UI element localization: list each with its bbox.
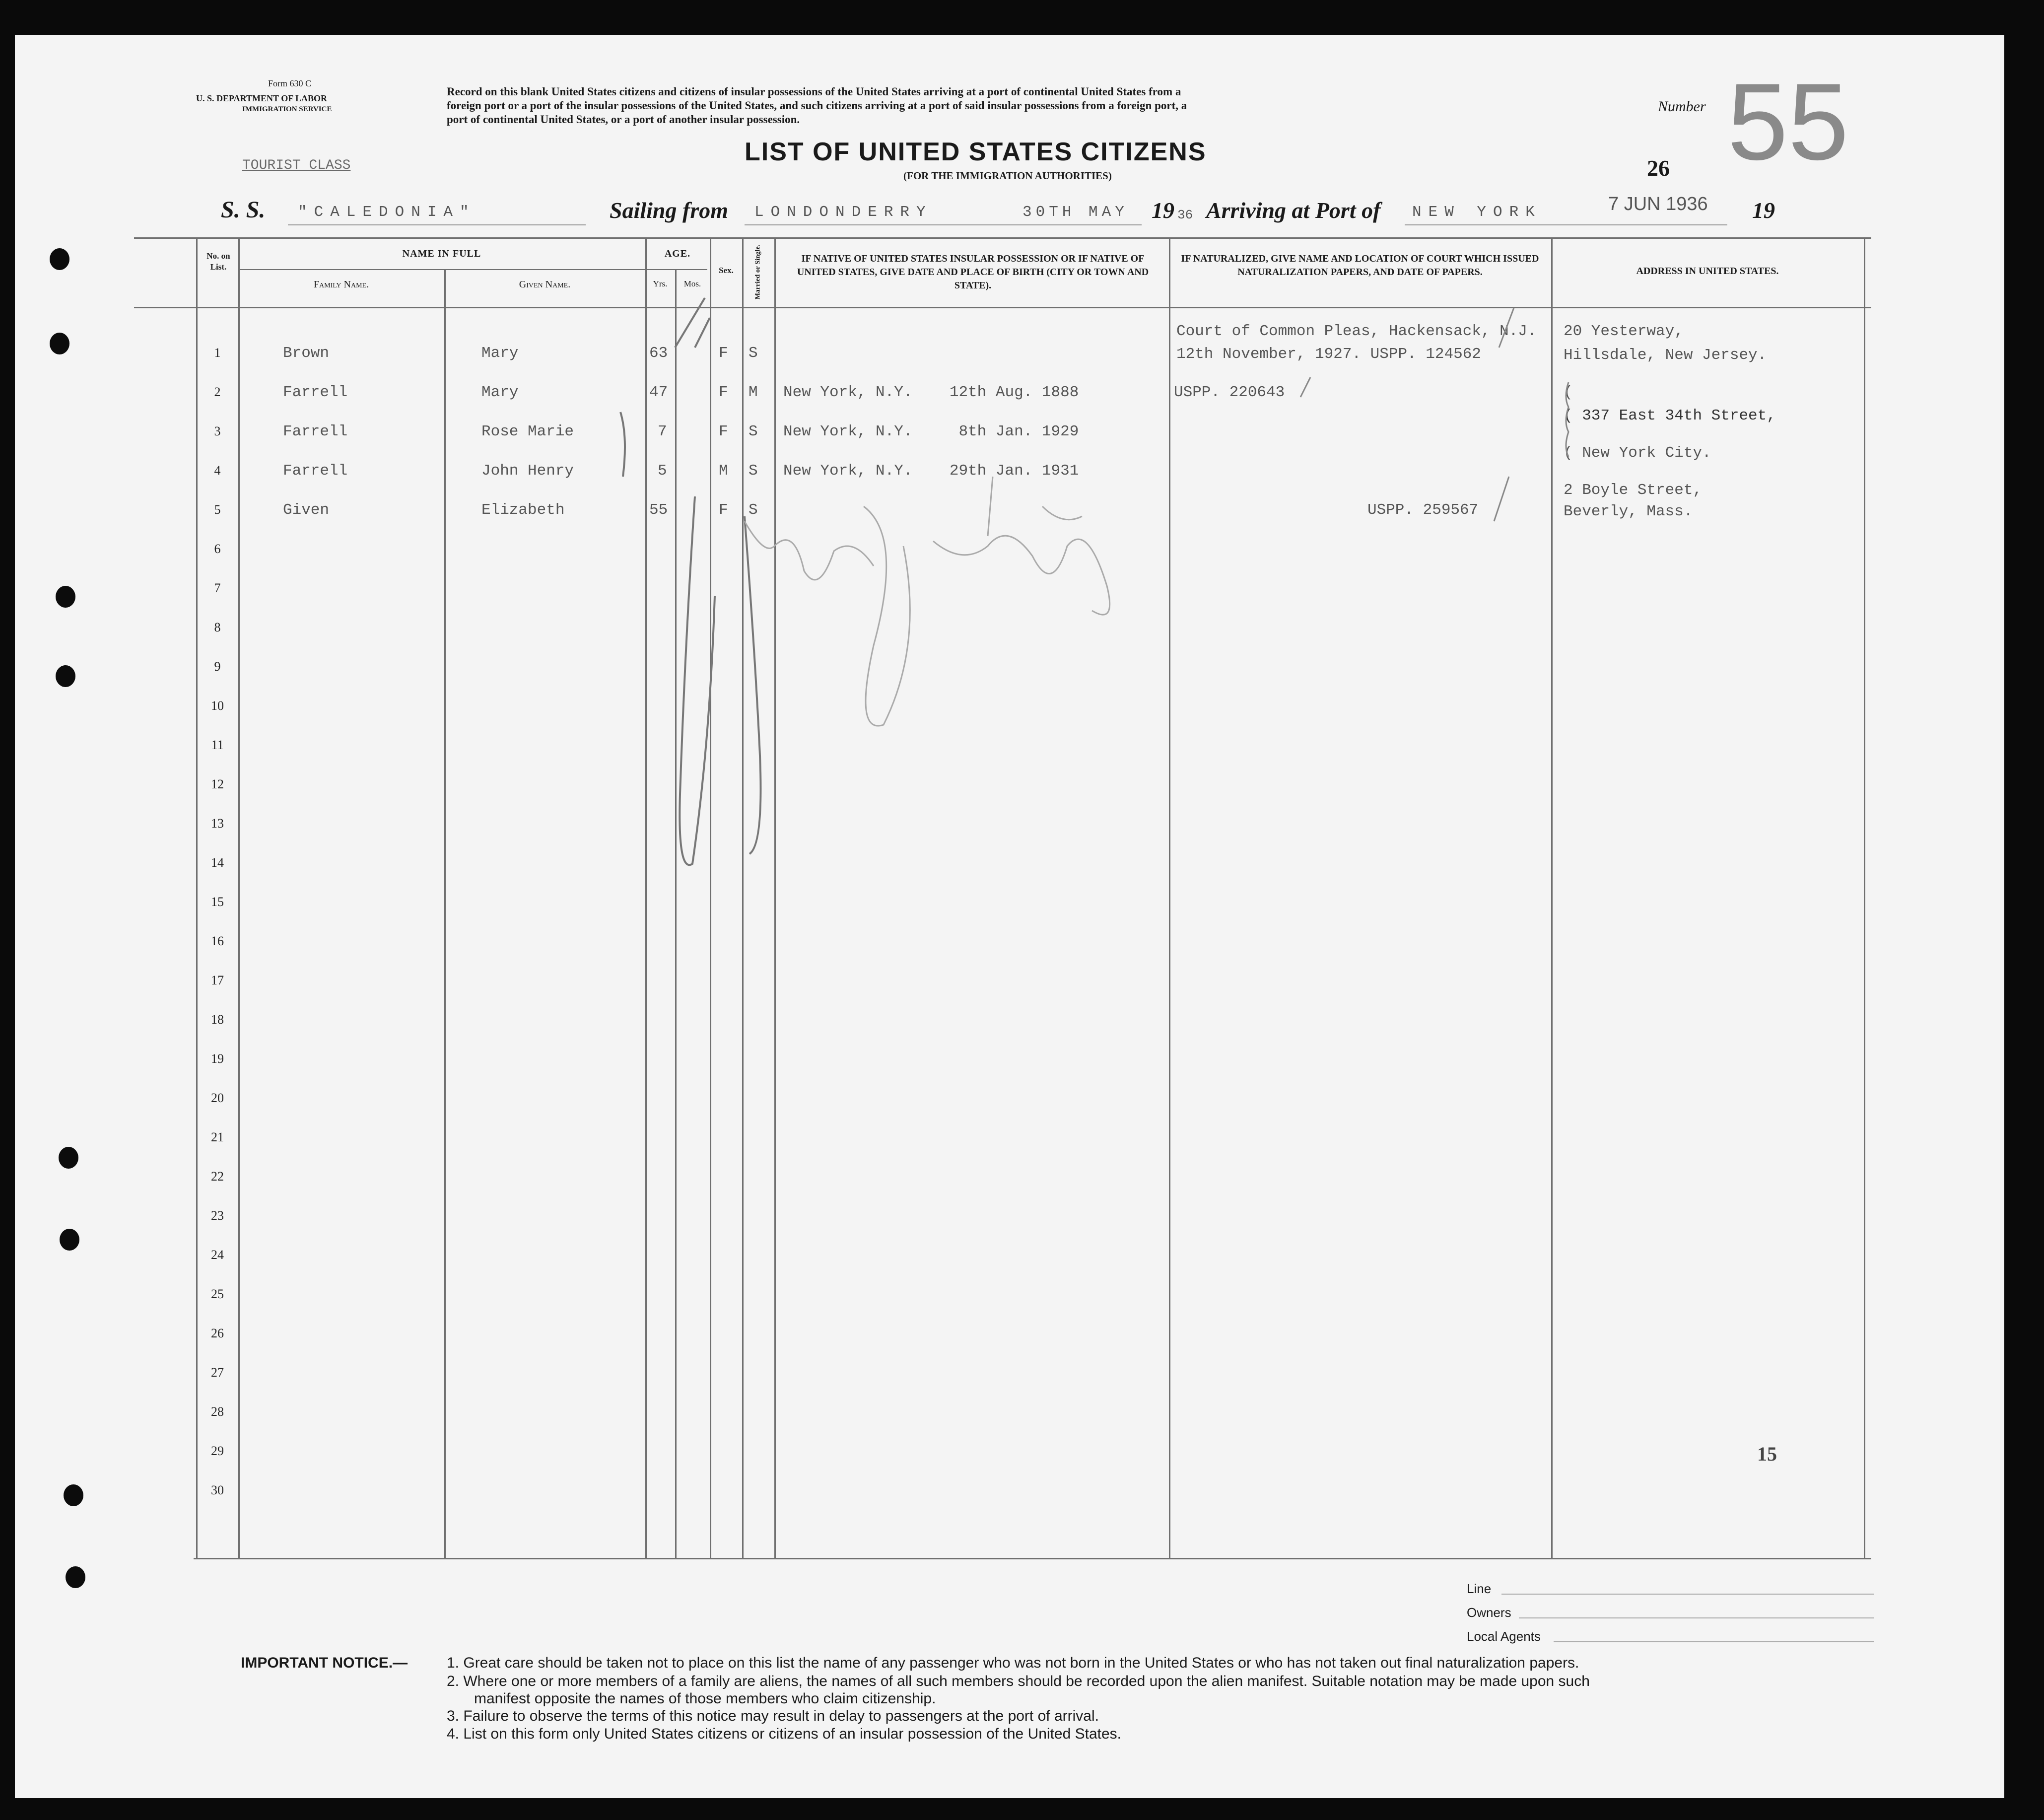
row-number: 19 — [211, 1051, 224, 1066]
sailing-port: LONDONDERRY — [754, 204, 933, 221]
given-name-cell: Mary — [481, 345, 519, 362]
ss-label: S. S. — [221, 197, 266, 223]
family-name-cell: Given — [283, 501, 330, 519]
age-cell: 7 — [658, 423, 667, 440]
row-number: 10 — [211, 699, 224, 713]
class-stamp: TOURIST CLASS — [242, 158, 351, 173]
family-name-cell: Farrell — [283, 384, 348, 401]
row-number: 20 — [211, 1091, 224, 1105]
row-number: 1 — [214, 346, 221, 360]
number-label: Number — [1658, 98, 1706, 115]
col-header-no: No. on List. — [206, 251, 230, 272]
given-name-cell: John Henry — [481, 462, 574, 480]
ship-name: "CALEDONIA" — [298, 204, 476, 221]
sex-cell: M — [719, 462, 728, 480]
sailing-label: Sailing from — [610, 198, 729, 223]
row-number: 4 — [214, 463, 221, 478]
marital-cell: S — [749, 345, 758, 362]
given-name-cell: Rose Marie — [481, 423, 574, 440]
family-name-cell: Brown — [283, 345, 330, 362]
agents-label: Local Agents — [1467, 1629, 1541, 1644]
notice-item: 3. Failure to observe the terms of this notice may result in delay to passengers at the port of arrival. — [447, 1708, 1099, 1724]
form-number: Form 630 C — [268, 78, 312, 88]
owners-label: Owners — [1467, 1605, 1511, 1620]
birth-cell: New York, N.Y. 29th Jan. 1931 — [783, 462, 1079, 480]
age-cell: 5 — [658, 462, 667, 480]
naturalization-cell: Court of Common Pleas, Hackensack, N.J. — [1176, 323, 1537, 340]
family-name-cell: Farrell — [283, 423, 348, 440]
instruction-line: Record on this blank United States citizens and citizens of insular possessions of the United States arriving at a port of continental United States from a — [447, 85, 1181, 98]
age-cell: 55 — [649, 501, 668, 519]
sex-cell: F — [719, 423, 728, 440]
col-header-birth: IF NATIVE OF UNITED STATES INSULAR POSSESSION OR IF NATIVE OF UNITED STATES, GIVE DATE AND PLACE OF BIRTH (CITY OR TOWN AND STATE). — [797, 253, 1149, 291]
marital-cell: M — [749, 384, 758, 401]
agents-field — [1554, 1641, 1874, 1642]
notice-item: manifest opposite the names of those members who claim citizenship. — [474, 1690, 936, 1707]
row-number: 14 — [211, 855, 224, 870]
arriving-label: Arriving at Port of — [1206, 198, 1381, 223]
marital-cell: S — [749, 423, 758, 440]
col-header-address: ADDRESS IN UNITED STATES. — [1636, 266, 1779, 277]
col-header-yrs: Yrs. — [653, 279, 668, 288]
col-header-given-name: Given Name. — [519, 279, 571, 290]
marital-cell: S — [749, 501, 758, 519]
arriving-port: NEW YORK — [1412, 204, 1542, 221]
row-number: 29 — [211, 1444, 224, 1458]
year-suffix: 36 — [1177, 208, 1193, 222]
row-number: 12 — [211, 777, 224, 791]
row-number: 24 — [211, 1248, 224, 1262]
row-number: 2 — [214, 385, 221, 399]
row-number: 30 — [211, 1483, 224, 1497]
instruction-line: port of continental United States, or a port of another insular possession. — [447, 113, 800, 126]
row-number: 21 — [211, 1130, 224, 1144]
notice-label: IMPORTANT NOTICE.— — [241, 1655, 408, 1671]
address-cell: ( 337 East 34th Street, — [1564, 407, 1776, 424]
row-number: 28 — [211, 1404, 224, 1419]
given-name-cell: Elizabeth — [481, 501, 565, 519]
row-number: 15 — [211, 895, 224, 909]
sex-cell: F — [719, 345, 728, 362]
birth-cell: New York, N.Y. 8th Jan. 1929 — [783, 423, 1079, 440]
row-number: 27 — [211, 1365, 224, 1380]
col-header-age: AGE. — [664, 248, 691, 259]
document-subtitle: (FOR THE IMMIGRATION AUTHORITIES) — [903, 170, 1112, 182]
address-cell: Beverly, Mass. — [1564, 503, 1693, 520]
col-header-mos: Mos. — [683, 279, 701, 288]
row-number: 23 — [211, 1208, 224, 1223]
manifest-number: 55 — [1727, 61, 1849, 183]
address-cell: 20 Yesterway, — [1564, 323, 1684, 340]
naturalization-cell: USPP. 220643 — [1174, 384, 1285, 401]
age-cell: 63 — [649, 345, 668, 362]
row-number: 9 — [214, 659, 221, 674]
row-number: 16 — [211, 934, 224, 948]
page-reference: 26 — [1647, 155, 1670, 181]
line-label: Line — [1467, 1581, 1492, 1596]
row-number: 22 — [211, 1169, 224, 1184]
marital-cell: S — [749, 462, 758, 480]
address-cell: ( — [1564, 384, 1573, 401]
sex-cell: F — [719, 501, 728, 519]
row-number: 5 — [214, 502, 221, 517]
address-cell: ( New York City. — [1564, 444, 1711, 462]
instruction-line: foreign port or a port of the insular possessions of the United States, and such citizens arriving at a port of said insular possessions from a foreign port, a — [447, 99, 1187, 112]
age-cell: 47 — [649, 384, 668, 401]
owners-field — [1519, 1617, 1874, 1618]
arrival-year: 19 — [1752, 198, 1775, 223]
row-number: 6 — [214, 542, 221, 556]
row-number: 7 — [214, 581, 221, 595]
col-header-family-name: Family Name. — [313, 279, 369, 290]
row-number: 3 — [214, 424, 221, 438]
col-header-naturalized: IF NATURALIZED, GIVE NAME AND LOCATION OF COURT WHICH ISSUED NATURALIZATION PAPERS, AND DATE OF PAPERS. — [1181, 253, 1539, 278]
row-number: 8 — [214, 620, 221, 634]
naturalization-cell: USPP. 259567 — [1367, 501, 1479, 519]
notice-item: 2. Where one or more members of a family are aliens, the names of all such members should be recorded upon the alien manifest. Suitable notation may be made upon such — [447, 1673, 1590, 1689]
document-title: LIST OF UNITED STATES CITIZENS — [745, 138, 1207, 166]
row-number: 17 — [211, 973, 224, 987]
notice-item: 4. List on this form only United States citizens or citizens of an insular possession of the United States. — [447, 1726, 1122, 1742]
service-name: IMMIGRATION SERVICE — [242, 105, 332, 113]
naturalization-cell: 12th November, 1927. USPP. 124562 — [1176, 346, 1481, 363]
col-header-married: Married or Single. — [754, 244, 762, 300]
year-prefix: 19 — [1152, 198, 1174, 223]
row-number: 11 — [211, 738, 224, 752]
family-name-cell: Farrell — [283, 462, 348, 480]
address-cell: Hillsdale, New Jersey. — [1564, 347, 1767, 364]
arrival-date-stamp: 7 JUN 1936 — [1608, 194, 1708, 214]
row-number: 13 — [211, 816, 224, 831]
col-header-sex: Sex. — [719, 266, 734, 275]
birth-cell: New York, N.Y. 12th Aug. 1888 — [783, 384, 1079, 401]
sex-cell: F — [719, 384, 728, 401]
row-number: 26 — [211, 1326, 224, 1340]
page-number: 15 — [1757, 1443, 1777, 1465]
sailing-date: 30TH MAY — [1022, 204, 1128, 221]
department-name: U. S. DEPARTMENT OF LABOR — [196, 93, 328, 103]
row-number: 25 — [211, 1287, 224, 1301]
row-number: 18 — [211, 1012, 224, 1027]
col-header-name-in-full: NAME IN FULL — [402, 248, 481, 259]
given-name-cell: Mary — [481, 384, 519, 401]
address-cell: 2 Boyle Street, — [1564, 482, 1703, 499]
line-field — [1501, 1594, 1874, 1595]
notice-item: 1. Great care should be taken not to place on this list the name of any passenger who was not born in the United States or who has not taken out final naturalization papers. — [447, 1655, 1579, 1671]
